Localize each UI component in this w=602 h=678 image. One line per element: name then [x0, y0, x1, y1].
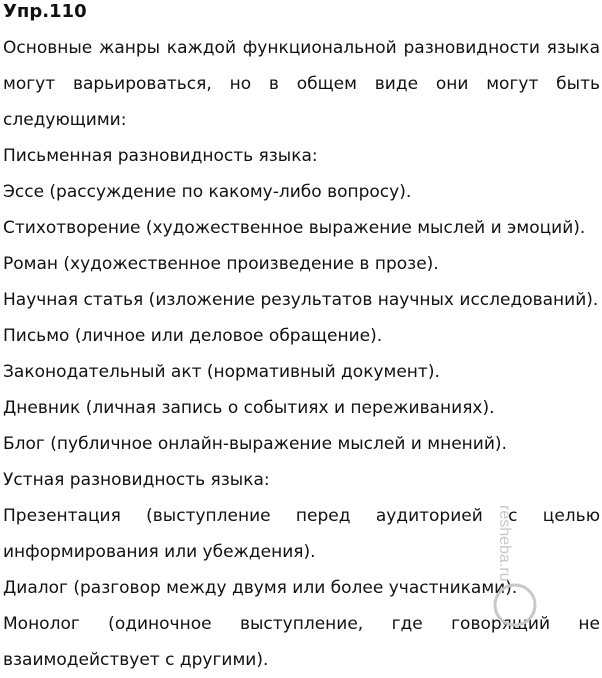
list-item: Блог (публичное онлайн-выражение мыслей и мнений). [3, 434, 507, 454]
exercise-title: Упр.110 [3, 1, 87, 22]
list-item: Письмо (личное или деловое обращение). [3, 326, 383, 346]
watermark-text: resheba.ru [496, 505, 513, 582]
section-heading-oral: Устная разновидность языка: [3, 470, 270, 490]
list-item: Научная статья (изложение результатов научных исследований). [3, 290, 599, 310]
list-item: Роман (художественное произведение в прозе). [3, 254, 439, 274]
list-item: Законодательный акт (нормативный документ). [3, 362, 440, 382]
list-item: Дневник (личная запись о событиях и переживаниях). [3, 398, 495, 418]
list-item: Монолог (одиночное выступление, где говорящий не взаимодействует с другими). [3, 614, 600, 670]
section-heading-written: Письменная разновидность языка: [3, 146, 318, 166]
list-item: Стихотворение (художественное выражение мыслей и эмоций). [3, 218, 586, 238]
list-item: Диалог (разговор между двумя или более участниками). [3, 578, 518, 598]
list-item: Презентация (выступление перед аудиторией с целью информирования или убеждения). [3, 506, 600, 562]
intro-paragraph: Основные жанры каждой функциональной разновидности языка могут варьироваться, но в общем виде они могут быть следующими: [3, 38, 600, 130]
list-item: Эссе (рассуждение по какому-либо вопросу). [3, 182, 412, 202]
